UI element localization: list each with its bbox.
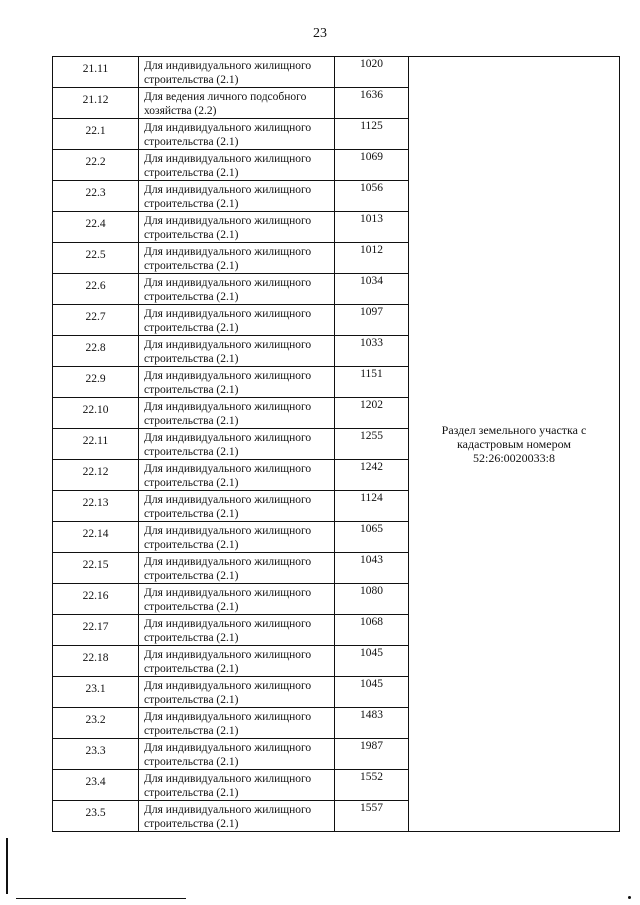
area-cell: 1045 [335, 677, 409, 708]
area-cell: 1483 [335, 708, 409, 739]
description-line: кадастровым номером [457, 437, 571, 451]
permitted-use-cell: Для индивидуального жилищного строительства (2.1) [139, 398, 335, 429]
plot-number-cell: 22.14 [53, 522, 139, 553]
permitted-use-cell: Для индивидуального жилищного строительства (2.1) [139, 491, 335, 522]
permitted-use-cell: Для индивидуального жилищного строительства (2.1) [139, 150, 335, 181]
area-cell: 1097 [335, 305, 409, 336]
description-line: 52:26:0020033:8 [472, 451, 555, 465]
area-cell: 1242 [335, 460, 409, 491]
permitted-use-cell: Для индивидуального жилищного строительства (2.1) [139, 460, 335, 491]
area-cell: 1034 [335, 274, 409, 305]
plot-number-cell: 23.4 [53, 770, 139, 801]
permitted-use-cell: Для индивидуального жилищного строительства (2.1) [139, 584, 335, 615]
page-number: 23 [313, 26, 327, 41]
permitted-use-cell: Для индивидуального жилищного строительства (2.1) [139, 243, 335, 274]
plot-number-cell: 22.1 [53, 119, 139, 150]
plot-number-cell: 22.3 [53, 181, 139, 212]
area-cell: 1065 [335, 522, 409, 553]
area-cell: 1043 [335, 553, 409, 584]
plot-number-cell: 22.5 [53, 243, 139, 274]
permitted-use-cell: Для индивидуального жилищного строительства (2.1) [139, 181, 335, 212]
plot-number-cell: 22.15 [53, 553, 139, 584]
permitted-use-cell: Для индивидуального жилищного строительства (2.1) [139, 770, 335, 801]
permitted-use-cell: Для индивидуального жилищного строительства (2.1) [139, 677, 335, 708]
area-cell: 1552 [335, 770, 409, 801]
signature-line [16, 898, 186, 899]
permitted-use-cell: Для индивидуального жилищного строительства (2.1) [139, 522, 335, 553]
description-cell [409, 57, 620, 832]
permitted-use-cell: Для ведения личного подсобного хозяйства (2.2) [139, 88, 335, 119]
area-cell: 1013 [335, 212, 409, 243]
plot-number-cell: 22.10 [53, 398, 139, 429]
plot-number-cell: 22.17 [53, 615, 139, 646]
area-cell: 1056 [335, 181, 409, 212]
table-row [53, 57, 620, 88]
area-cell: 1045 [335, 646, 409, 677]
area-cell: 1020 [335, 57, 409, 88]
area-cell: 1124 [335, 491, 409, 522]
plot-number-cell: 21.11 [53, 57, 139, 88]
permitted-use-cell: Для индивидуального жилищного строительства (2.1) [139, 739, 335, 770]
plot-number-cell: 22.6 [53, 274, 139, 305]
table-body [53, 57, 620, 832]
permitted-use-cell: Для индивидуального жилищного строительства (2.1) [139, 119, 335, 150]
permitted-use-cell: Для индивидуального жилищного строительства (2.1) [139, 212, 335, 243]
description-line: Раздел земельного участка с [441, 423, 587, 437]
area-cell: 1255 [335, 429, 409, 460]
plot-number-cell: 23.3 [53, 739, 139, 770]
area-cell: 1151 [335, 367, 409, 398]
permitted-use-cell: Для индивидуального жилищного строительства (2.1) [139, 336, 335, 367]
plot-number-cell: 23.5 [53, 801, 139, 832]
plot-number-cell: 23.2 [53, 708, 139, 739]
area-cell: 1080 [335, 584, 409, 615]
plot-number-cell: 22.11 [53, 429, 139, 460]
plot-number-cell: 22.18 [53, 646, 139, 677]
plot-number-cell: 22.4 [53, 212, 139, 243]
plot-number-cell: 22.7 [53, 305, 139, 336]
area-cell: 1987 [335, 739, 409, 770]
corner-dot [628, 896, 631, 899]
permitted-use-cell: Для индивидуального жилищного строительства (2.1) [139, 708, 335, 739]
plot-number-cell: 21.12 [53, 88, 139, 119]
plot-number-cell: 23.1 [53, 677, 139, 708]
permitted-use-cell: Для индивидуального жилищного строительства (2.1) [139, 429, 335, 460]
permitted-use-cell: Для индивидуального жилищного строительства (2.1) [139, 553, 335, 584]
permitted-use-cell: Для индивидуального жилищного строительства (2.1) [139, 305, 335, 336]
permitted-use-cell: Для индивидуального жилищного строительства (2.1) [139, 57, 335, 88]
plot-number-cell: 22.8 [53, 336, 139, 367]
area-cell: 1033 [335, 336, 409, 367]
plot-number-cell: 22.12 [53, 460, 139, 491]
plot-number-cell: 22.16 [53, 584, 139, 615]
plot-number-cell: 22.9 [53, 367, 139, 398]
permitted-use-cell: Для индивидуального жилищного строительства (2.1) [139, 801, 335, 832]
plot-number-cell: 22.2 [53, 150, 139, 181]
area-cell: 1125 [335, 119, 409, 150]
area-cell: 1636 [335, 88, 409, 119]
permitted-use-cell: Для индивидуального жилищного строительства (2.1) [139, 615, 335, 646]
permitted-use-cell: Для индивидуального жилищного строительства (2.1) [139, 646, 335, 677]
permitted-use-cell: Для индивидуального жилищного строительства (2.1) [139, 274, 335, 305]
margin-mark [6, 838, 8, 894]
area-cell: 1557 [335, 801, 409, 832]
area-cell: 1068 [335, 615, 409, 646]
area-cell: 1012 [335, 243, 409, 274]
area-cell: 1202 [335, 398, 409, 429]
plot-number-cell: 22.13 [53, 491, 139, 522]
area-cell: 1069 [335, 150, 409, 181]
land-plots-table [52, 56, 620, 832]
permitted-use-cell: Для индивидуального жилищного строительства (2.1) [139, 367, 335, 398]
